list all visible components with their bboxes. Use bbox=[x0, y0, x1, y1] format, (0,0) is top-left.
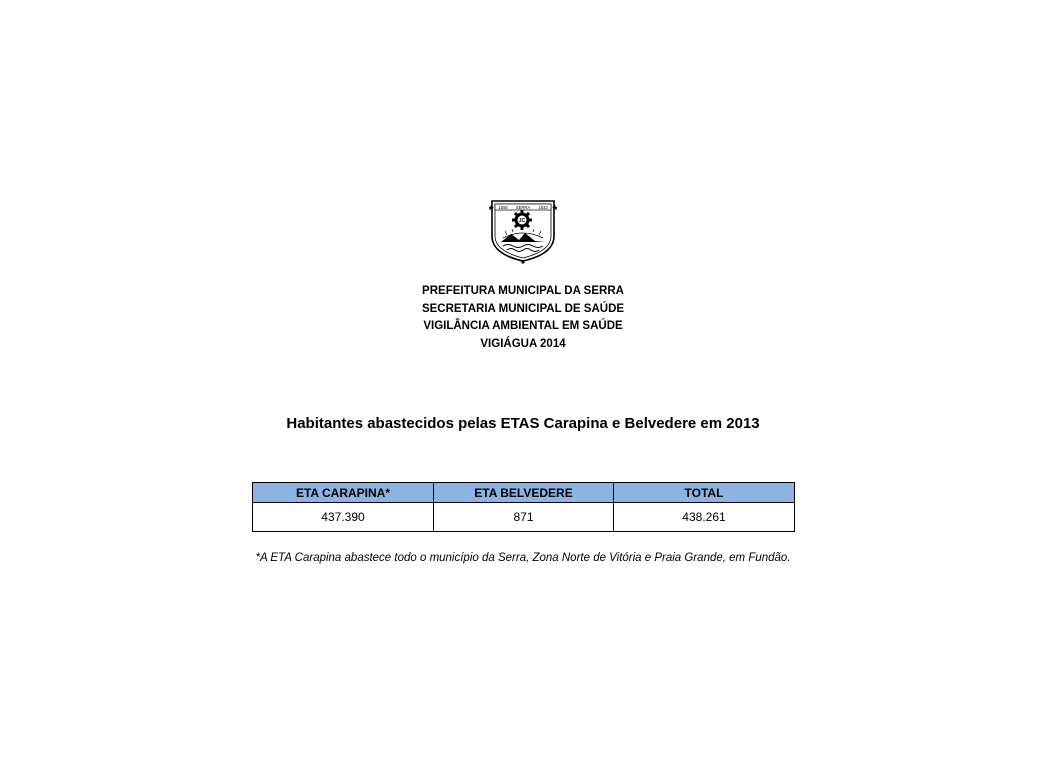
header-line-vigilancia: VIGILÂNCIA AMBIENTAL EM SAÚDE bbox=[423, 320, 623, 332]
header-line-prefeitura: PREFEITURA MUNICIPAL DA SERRA bbox=[422, 285, 624, 297]
cell-eta-belvedere: 871 bbox=[434, 503, 614, 532]
svg-text:JC: JC bbox=[518, 218, 526, 224]
header-line-secretaria: SECRETARIA MUNICIPAL DE SAÚDE bbox=[421, 302, 625, 315]
footnote: *A ETA Carapina abastece todo o município da Serra, Zona Norte de Vitória e Praia Grande, em Fundão. bbox=[255, 552, 791, 564]
cell-eta-carapina: 437.390 bbox=[253, 503, 434, 532]
cell-total: 438.261 bbox=[614, 503, 795, 532]
table-header-row bbox=[253, 483, 795, 503]
municipal-seal-icon bbox=[489, 198, 557, 264]
column-header-eta-belvedere: ETA BELVEDERE bbox=[434, 483, 614, 503]
seal-left-year: 1556 bbox=[498, 205, 508, 210]
seal-right-year: 1833 bbox=[538, 205, 548, 210]
page-title: Habitantes abastecidos pelas ETAS Carapina e Belvedere em 2013 bbox=[286, 415, 760, 432]
seal-name: SERRA bbox=[515, 205, 531, 210]
table-row bbox=[253, 503, 795, 532]
institution-header bbox=[0, 283, 1046, 353]
column-header-eta-carapina: ETA CARAPINA* bbox=[253, 483, 434, 503]
supply-table bbox=[252, 482, 795, 532]
column-header-total: TOTAL bbox=[614, 483, 795, 503]
header-line-vigiagua: VIGIÁGUA 2014 bbox=[480, 337, 566, 350]
